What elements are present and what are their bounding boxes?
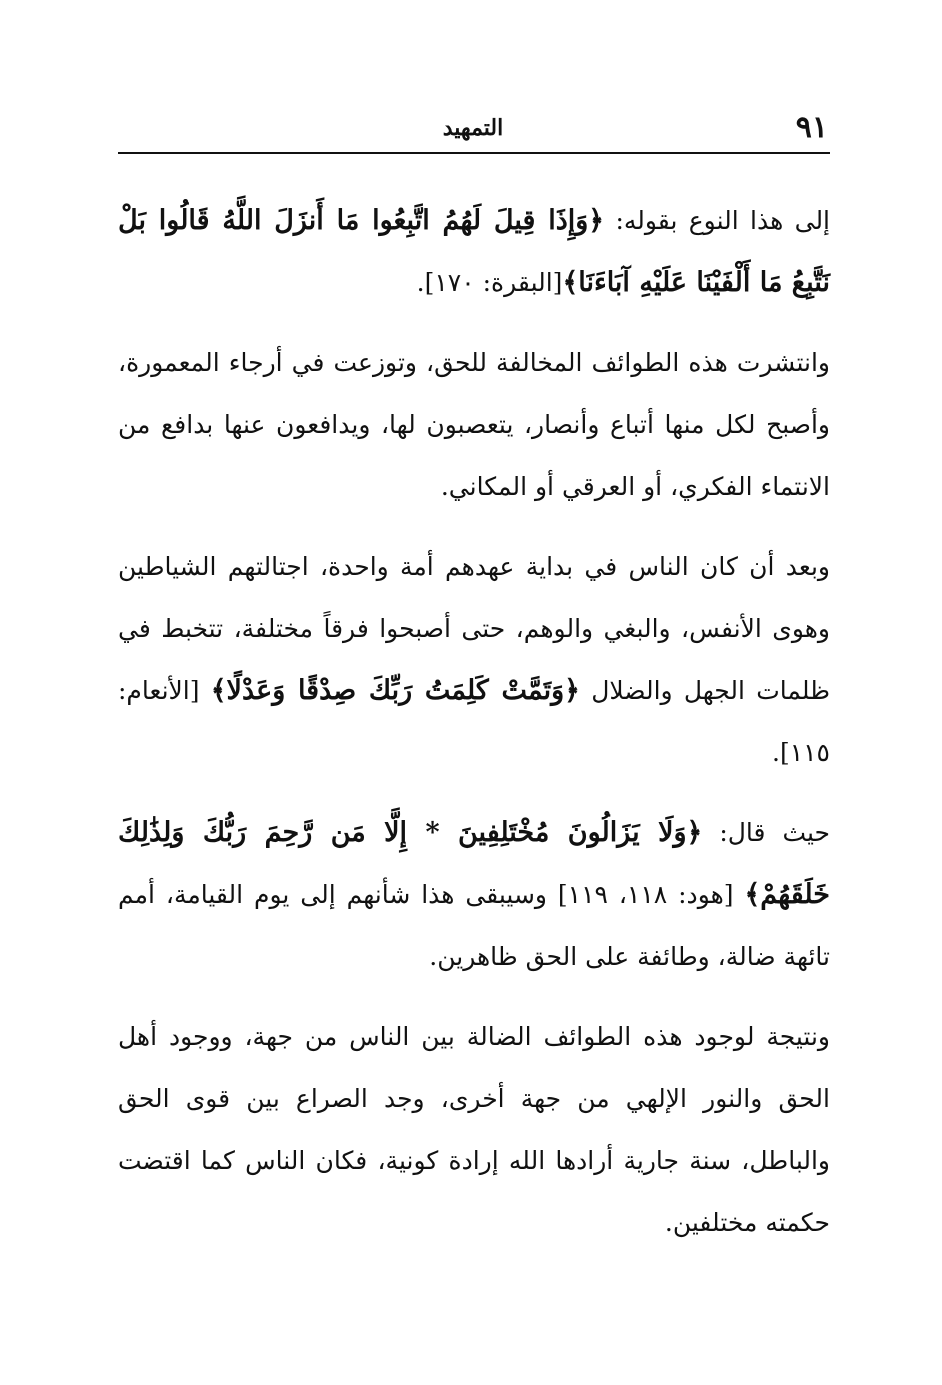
body-text xyxy=(118,190,830,1254)
paragraph-4-continuation: [هود: ١١٨، ١١٩] وسيبقى هذا شأنهم إلى يوم القيامة، أمم تائهة ضالة، وطائفة على الحق ظاهرين. xyxy=(118,880,830,971)
paragraph-5: ونتيجة لوجود هذه الطوائف الضالة بين الناس من جهة، ووجود أهل الحق والنور الإلهي من جهة أخرى، وجد الصراع بين قوى الحق والباطل، سنة جارية أرادها الله إرادة كونية، فكان الناس كما اقتضت حكمته مختلفين. xyxy=(118,1022,830,1237)
header-rule xyxy=(118,152,830,154)
quran-verse-anam: ﴿وَتَمَّتْ كَلِمَتُ رَبِّكَ صِدْقًا وَعَدْلًا﴾ xyxy=(210,675,580,706)
page-header xyxy=(118,108,828,152)
page-number: ٩١ xyxy=(795,110,828,145)
verse-citation-anam: [الأنعام: ١١٥]. xyxy=(118,676,830,767)
paragraph-2: وانتشرت هذه الطوائف المخالفة للحق، وتوزعت في أرجاء المعمورة، وأصبح لكل منها أتباع وأنصار، يتعصبون لها، ويدافعون عنها بدافع من الانتماء الفكري، أو العرقي أو المكاني. xyxy=(118,348,830,501)
paragraph-4 xyxy=(118,802,830,988)
paragraph-4-text: حيث قال: xyxy=(702,818,830,847)
paragraph-1 xyxy=(118,190,830,314)
quran-verse-hud: ﴿وَلَا يَزَالُونَ مُخْتَلِفِينَ * إِلَّا مَن رَّحِمَ رَبُّكَ وَلِذَٰلِكَ خَلَقَهُمْ﴾ xyxy=(118,817,830,910)
verse-citation-baqarah: [البقرة: ١٧٠]. xyxy=(416,268,563,297)
paragraph-3-text: وبعد أن كان الناس في بداية عهدهم أمة واحدة، اجتالتهم الشياطين وهوى الأنفس، والبغي والوهم، حتى أصبحوا فرقاً مختلفة، تتخبط في ظلمات الجهل والضلال xyxy=(118,552,830,705)
paragraph-3 xyxy=(118,536,830,784)
running-title: التمهيد xyxy=(442,115,504,141)
quran-verse-baqarah: ﴿وَإِذَا قِيلَ لَهُمُ اتَّبِعُوا مَا أَنزَلَ اللَّهُ قَالُوا بَلْ نَتَّبِعُ مَا أَلْفَيْنَا عَلَيْهِ آبَاءَنَا﴾ xyxy=(118,205,830,298)
paragraph-1-text: إلى هذا النوع بقوله: xyxy=(604,206,831,235)
